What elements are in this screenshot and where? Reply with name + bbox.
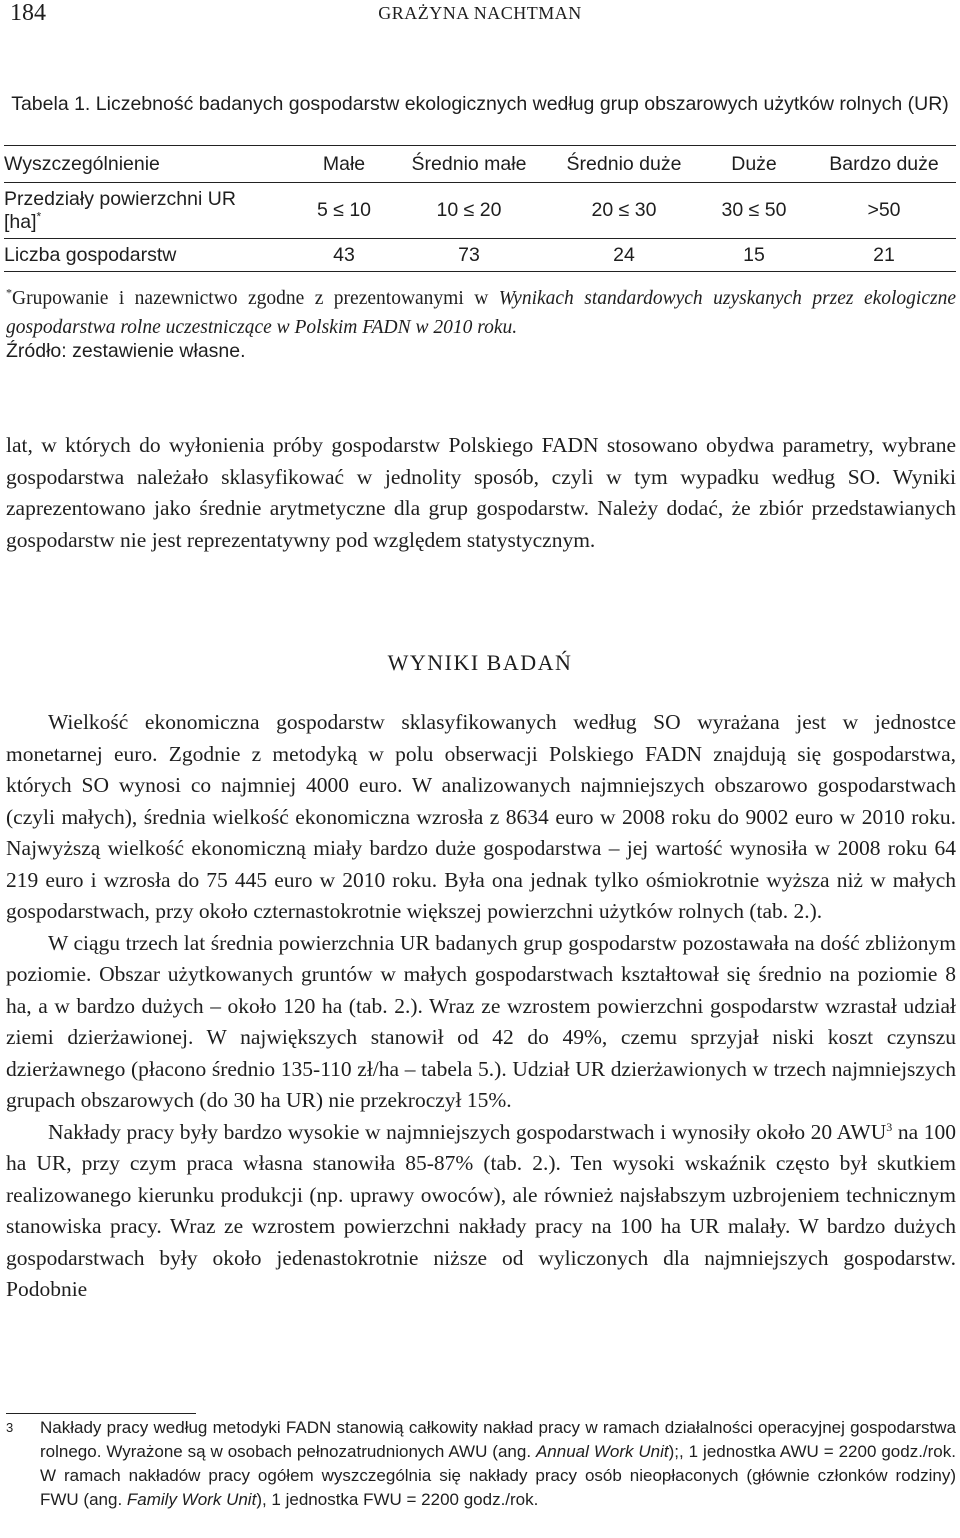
footnote-divider <box>6 1413 196 1414</box>
header-cell: Średnio małe <box>411 152 527 175</box>
note-text: Grupowanie i nazewnictwo zgodne z prezentowanymi w <box>12 288 499 309</box>
table-note <box>6 284 956 342</box>
table-row <box>4 182 956 238</box>
paragraph: lat, w których do wyłonienia próby gospodarstw Polskiego FADN stosowano obydwa parametry, wybrane gospodarstwa należało sklasyfikować w jednolity sposób, czyli w tym wypadku według SO. Wyniki zaprezentowano jako średnie arytmetyczne dla grup gospodarstw. Należy dodać, że zbiór przedstawianych gospodarstw nie jest reprezentatywny pod względem statystycznym. <box>6 433 956 552</box>
footnote-text <box>40 1416 956 1512</box>
table-cell: 15 <box>743 243 765 266</box>
header-cell: Średnio duże <box>566 152 682 175</box>
table-cell: >50 <box>867 199 901 221</box>
data-table <box>4 145 956 272</box>
paragraph: Wielkość ekonomiczna gospodarstw sklasyfikowanych według SO wyrażana jest w jednostce monetarnej euro. Zgodnie z metodyką w polu obserwacji Polskiego FADN znajdują się gospodarstwa, których SO wynosi co najmniej 4000 euro. W analizowanych najmniejszych obszarowo gospodarstwach (czyli małych), średnia wielkość ekonomiczna wzrosła z 8634 euro w 2008 roku do 9002 euro w 2010 roku. Najwyższą wielkość ekonomiczną miały bardzo duże gospodarstwa – jej wartość wynosiła w 2008 roku 64 219 euro i wzrosła do 75 445 euro w 2010 roku. Była ona jednak tylko ośmiokrotnie wyższa niż w małych gospodarstwach, przy około czternastokrotnie większej powierzchni użytków rolnych (tab. 2.). <box>6 710 956 923</box>
header-cell: Wyszczególnienie <box>4 152 160 175</box>
row-label-text: Przedziały powierzchni UR [ha] <box>4 187 236 233</box>
footnote-text-part: );, 1 jednostka AWU = 2200 godz./rok. W ramach nakładów pracy ogółem wyszczególnia się nakłady pracy osób nieopłaconych (głównie członków rodziny) FWU (ang. <box>40 1442 956 1509</box>
footnote-italic: Annual Work Unit <box>535 1442 669 1461</box>
main-text <box>6 707 956 1306</box>
page-header <box>0 0 960 30</box>
note-italic-text: Wynikach standardowych uzyskanych przez ekologiczne gospodarstwa rolne uczestniczące w Polskim FADN w 2010 roku. <box>6 288 956 338</box>
table-header-row <box>4 145 956 182</box>
running-head: GRAŻYNA NACHTMAN <box>378 3 582 23</box>
footnote-reference: 3 <box>886 1119 893 1134</box>
row-label: Liczba gospodarstw <box>4 243 177 266</box>
page-number: 184 <box>10 0 46 26</box>
note-marker: * <box>6 285 12 300</box>
table-cell: 20 ≤ 30 <box>591 199 657 221</box>
section-heading: WYNIKI BADAŃ <box>387 650 573 675</box>
footnote-number: 3 <box>6 1420 14 1435</box>
paragraph <box>6 1117 956 1306</box>
table-cell: 30 ≤ 50 <box>721 199 787 221</box>
table-cell: 43 <box>333 243 355 266</box>
table-caption: Tabela 1. Liczebność badanych gospodarstw ekologicznych według grup obszarowych użytków rolnych (UR) <box>11 93 949 115</box>
paragraph-text: Nakłady pracy były bardzo wysokie w najmniejszych gospodarstwach i wynosiły około 20 AWU <box>48 1119 887 1144</box>
intro-paragraph <box>6 430 956 556</box>
footnote <box>6 1416 956 1512</box>
table-cell: 21 <box>873 243 895 266</box>
table-cell: 73 <box>458 243 480 266</box>
header-cell: Bardzo duże <box>829 152 939 175</box>
table-source: Źródło: zestawienie własne. <box>6 340 246 362</box>
footnote-text-part: Nakłady pracy według metodyki FADN stanowią całkowity nakład pracy w ramach działalności operacyjnej gospodarstwa rolnego. Wyrażone są w osobach pełnozatrudnionych AWU (ang. <box>40 1418 956 1461</box>
table-cell: 10 ≤ 20 <box>436 199 502 221</box>
row-label <box>4 183 264 238</box>
table-row <box>4 238 956 272</box>
paragraph: W ciągu trzech lat średnia powierzchnia UR badanych grup gospodarstw pozostawała na dość zbliżonym poziomie. Obszar użytkowanych gruntów w małych gospodarstwach kształtował się średnio na poziomie 8 ha, a w bardzo dużych – około 120 ha (tab. 2.). Wraz ze wzrostem powierzchni gospodarstw wzrastał udział ziemi dzierżawionej. W największych stanowił od 42 do 49%, czemu sprzyjał niski koszt czynszu dzierżawnego (płacono średnio 135-110 zł/ha – tabela 5.). Udział UR dzierżawionych w trzech najmniejszych grupach obszarowych (do 30 ha UR) nie przekroczył 15%. <box>6 930 956 1112</box>
footnote-italic: Family Work Unit <box>126 1490 257 1509</box>
header-cell: Małe <box>322 152 366 175</box>
footnote-text-part: ), 1 jednostka FWU = 2200 godz./rok. <box>256 1490 539 1509</box>
footnote-marker: * <box>36 209 42 223</box>
paragraph-text: na 100 ha UR, przy czym praca własna stanowiła 85-87% (tab. 2.). Ten wysoki wskaźnik często był skutkiem realizowanego kierunku produkcji (np. uprawy owoców), ale również najsłabszym uzbrojeniem technicznym stanowiska pracy. Wraz ze wzrostem powierzchni nakłady pracy na 100 ha UR malały. W bardzo dużych gospodarstwach były około jedenastokrotnie niższe od wyliczonych dla najmniejszych gospodarstw. Podobnie <box>6 1119 956 1301</box>
table-cell: 5 ≤ 10 <box>316 199 372 221</box>
header-cell: Duże <box>731 152 777 175</box>
table-cell: 24 <box>613 243 635 266</box>
